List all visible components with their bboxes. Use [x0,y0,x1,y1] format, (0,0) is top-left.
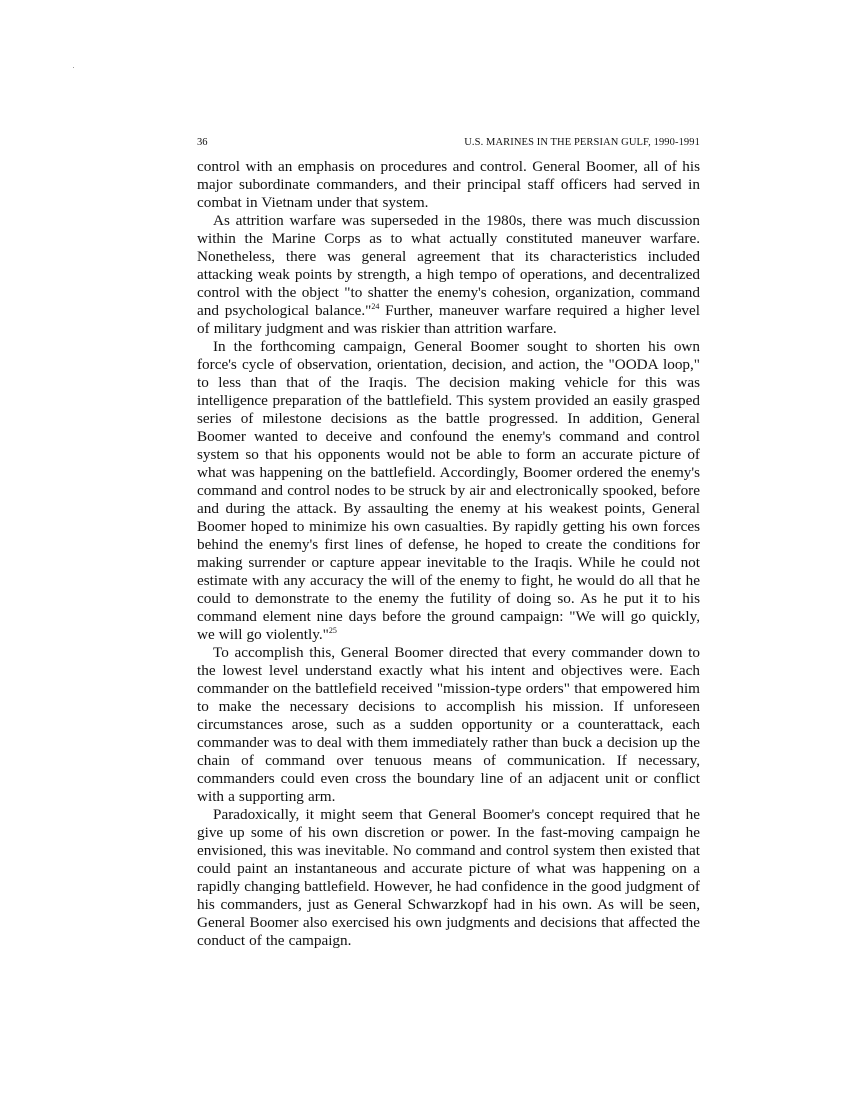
footnote-ref: 24 [371,302,380,311]
paragraph-text: Further, maneuver warfare required a higher level of military judgment and was riskier than attrition warfare. [197,302,700,337]
paragraph [197,338,700,644]
page-number: 36 [197,137,208,148]
paragraph-text: As attrition warfare was superseded in the 1980s, there was much discussion within the Marine Corps as to what actually constituted maneuver warfare. Nonetheless, there was general agreement that its characteristics included attacking weak points by strength, a high tempo of operations, and decentralized control with the object "to shatter the enemy's cohesion, organization, command and psychological balance." [197,212,700,319]
paragraph-text: To accomplish this, General Boomer directed that every commander down to the lowest level understand exactly what his intent and objectives were. Each commander on the battlefield received "mission-type orders" that empowered him to make the necessary decisions to accomplish his mission. If unforeseen circumstances arose, such as a sudden opportunity or a counterattack, each commander was to deal with them immediately rather than buck a decision up the chain of command over tenuous means of communication. If necessary, commanders could even cross the boundary line of an adjacent unit or conflict with a supporting arm. [197,644,700,805]
footnote-ref: 25 [328,626,337,635]
document-page [197,134,700,950]
body-text [197,158,700,950]
paragraph-text: control with an emphasis on procedures and control. General Boomer, all of his major subordinate commanders, and their principal staff officers had served in combat in Vietnam under that system. [197,158,700,211]
paragraph [197,806,700,950]
scan-speck [73,67,74,68]
running-head [197,134,700,152]
running-title: U.S. MARINES IN THE PERSIAN GULF, 1990-1991 [464,137,700,148]
paragraph-text: In the forthcoming campaign, General Boomer sought to shorten his own force's cycle of observation, orientation, decision, and action, the "OODA loop," to less than that of the Iraqis. The decision making vehicle for this was intelligence preparation of the battlefield. This system provided an easily grasped series of milestone decisions as the battle progressed. In addition, General Boomer wanted to deceive and confound the enemy's command and control system so that his opponents would not be able to form an accurate picture of what was happening on the battlefield. Accordingly, Boomer ordered the enemy's command and control nodes to be struck by air and electronically spooked, before and during the attack. By assaulting the enemy at his weakest points, General Boomer hoped to minimize his own casualties. By rapidly getting his own forces behind the enemy's first lines of defense, he hoped to create the conditions for making surrender or capture appear inevitable to the Iraqis. While he could not estimate with any accuracy the will of the enemy to fight, he would do all that he could to demonstrate to the enemy the futility of doing so. As he put it to his command element nine days before the ground campaign: "We will go quickly, we will go violently." [197,338,700,643]
paragraph [197,212,700,338]
paragraph [197,158,700,212]
paragraph [197,644,700,806]
paragraph-text: Paradoxically, it might seem that General Boomer's concept required that he give up some of his own discretion or power. In the fast-moving campaign he envisioned, this was inevitable. No command and control system then existed that could paint an instantaneous and accurate picture of what was happening on a rapidly changing battlefield. However, he had confidence in the good judgment of his commanders, just as General Schwarzkopf had in his own. As will be seen, General Boomer also exercised his own judgments and decisions that affected the conduct of the campaign. [197,806,700,949]
